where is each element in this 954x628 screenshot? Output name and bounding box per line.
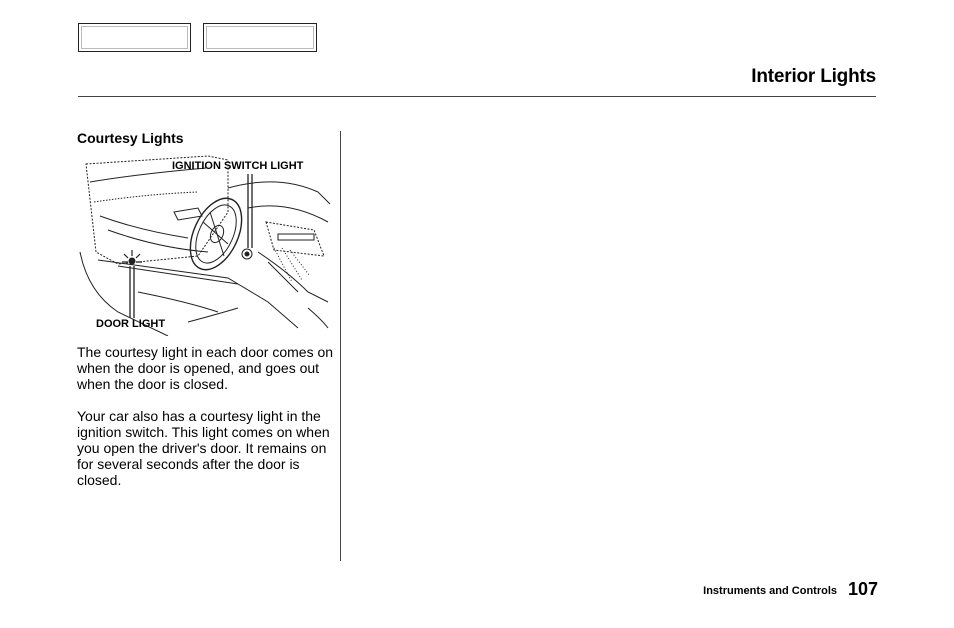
ignition-switch-light-label: IGNITION SWITCH LIGHT [172,160,304,172]
body-paragraph: The courtesy light in each door comes on when the door is opened, and goes out when the door is closed. [77,344,334,392]
door-light-label: DOOR LIGHT [96,318,166,330]
column-divider [340,131,341,561]
body-paragraph: Your car also has a courtesy light in the ignition switch. This light comes on when you open the driver's door. It remains on for several seconds after the door is closed. [77,408,330,488]
courtesy-lights-illustration [78,152,334,336]
title-divider [78,96,876,97]
page-number: 107 [847,579,878,599]
nav-button-next[interactable] [203,23,317,52]
car-interior-drawing [78,152,334,336]
page-title: Interior Lights [751,66,876,87]
section-heading: Courtesy Lights [77,130,184,146]
nav-button-previous[interactable] [78,23,191,52]
footer-section-name: Instruments and Controls [703,585,837,597]
